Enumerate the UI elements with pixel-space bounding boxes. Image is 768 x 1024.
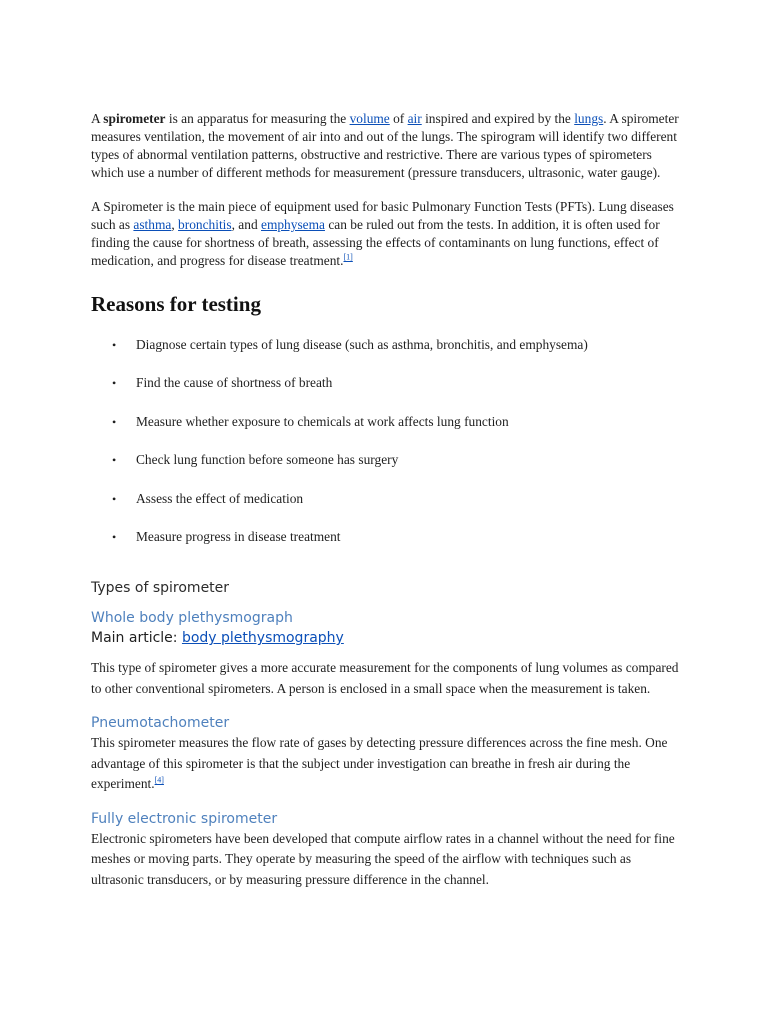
link-air[interactable]: air xyxy=(407,111,422,126)
reference-link-1[interactable]: [1] xyxy=(343,252,353,262)
bullet-icon: • xyxy=(112,491,117,506)
text-run: A spirometer measures ventilation, the movement of air into and out of the lungs. The spirogram will identify two different types of abnormal ventilation patterns, obstructive and restrictive. There are various types of spirometers which use a number of different methods for measurement (pressure transducers, ultrasonic, water gauge). xyxy=(91,111,679,180)
text-run: This spirometer measures the flow rate of gases by detecting pressure differences across the fine mesh. One advantage of this spirometer is that the subject under investigation can breathe in fresh air during the experiment. xyxy=(91,735,668,792)
text-run: is an apparatus for measuring the xyxy=(165,111,350,126)
text-run: , and xyxy=(231,217,261,232)
electronic-paragraph: Electronic spirometers have been developed that compute airflow rates in a channel without the need for fine meshes or moving parts. They operate by measuring the speed of the airflow with techniques such as ultrasonic transducers, or by measuring pressure difference in the channel. xyxy=(91,830,675,887)
pneumotachometer-paragraph xyxy=(91,733,681,795)
section-heading-reasons: Reasons for testing xyxy=(91,292,261,316)
link-body-plethysmography[interactable]: body plethysmography xyxy=(181,630,344,647)
reference-link-4[interactable]: [4] xyxy=(154,775,164,785)
bullet-icon: • xyxy=(112,529,117,544)
link-emphysema[interactable]: emphysema xyxy=(261,217,325,232)
reference-marker xyxy=(343,253,352,262)
bullet-icon: • xyxy=(112,338,117,352)
list-item xyxy=(112,528,681,566)
list-item-text: Assess the effect of medication xyxy=(136,490,304,506)
link-asthma[interactable]: asthma xyxy=(133,217,172,232)
list-item xyxy=(112,336,681,374)
main-article-note xyxy=(91,628,681,648)
link-lungs[interactable]: lungs xyxy=(574,111,604,126)
list-item xyxy=(112,413,681,451)
bullet-icon: • xyxy=(112,376,117,391)
intro-paragraph-1 xyxy=(91,110,681,182)
text-run: , xyxy=(171,217,179,232)
types-heading: Types of spirometer xyxy=(91,580,230,597)
text-run: inspired and expired by the xyxy=(421,111,575,126)
text-run: can be ruled out from the tests. In addition, it is often used for finding the cause for shortness of breath, assessing the effects of contaminants on lung functions, effect of medication, and progress for disease treatment. xyxy=(91,217,660,268)
list-item-text: Find the cause of shortness of breath xyxy=(136,375,333,391)
list-item-text: Measure progress in disease treatment xyxy=(136,528,341,544)
reasons-list xyxy=(91,336,681,566)
text-run: of xyxy=(389,111,408,126)
intro-paragraph-2 xyxy=(91,198,681,270)
list-item xyxy=(112,451,681,489)
list-item xyxy=(112,490,681,528)
list-item xyxy=(112,374,681,412)
text-run: . xyxy=(603,111,607,126)
text-run: A Spirometer is the main piece of equipment used for basic Pulmonary Function Tests (PFTs). Lung diseases such as xyxy=(91,199,674,232)
whole-body-paragraph: This type of spirometer gives a more accurate measurement for the components of lung volumes as compared to other conventional spirometers. A person is enclosed in a small space when the measurement is taken. xyxy=(91,660,679,696)
link-volume[interactable]: volume xyxy=(349,111,390,126)
reference-marker xyxy=(155,776,164,785)
bullet-icon: • xyxy=(112,453,117,468)
subheading-pneumotachometer: Pneumotachometer xyxy=(91,715,230,732)
bullet-icon: • xyxy=(112,414,117,429)
subheading-whole-body: Whole body plethysmograph xyxy=(91,610,293,627)
main-article-label: Main article: xyxy=(91,630,182,647)
link-bronchitis[interactable]: bronchitis xyxy=(178,217,232,232)
subheading-electronic: Fully electronic spirometer xyxy=(91,810,278,827)
list-item-text: Diagnose certain types of lung disease (such as asthma, bronchitis, and emphysema) xyxy=(136,337,588,352)
list-item-text: Check lung function before someone has surgery xyxy=(136,452,399,468)
term-spirometer: spirometer xyxy=(103,111,166,126)
document-page xyxy=(91,110,681,904)
text-run: A xyxy=(91,111,104,126)
list-item-text: Measure whether exposure to chemicals at work affects lung function xyxy=(136,413,509,429)
